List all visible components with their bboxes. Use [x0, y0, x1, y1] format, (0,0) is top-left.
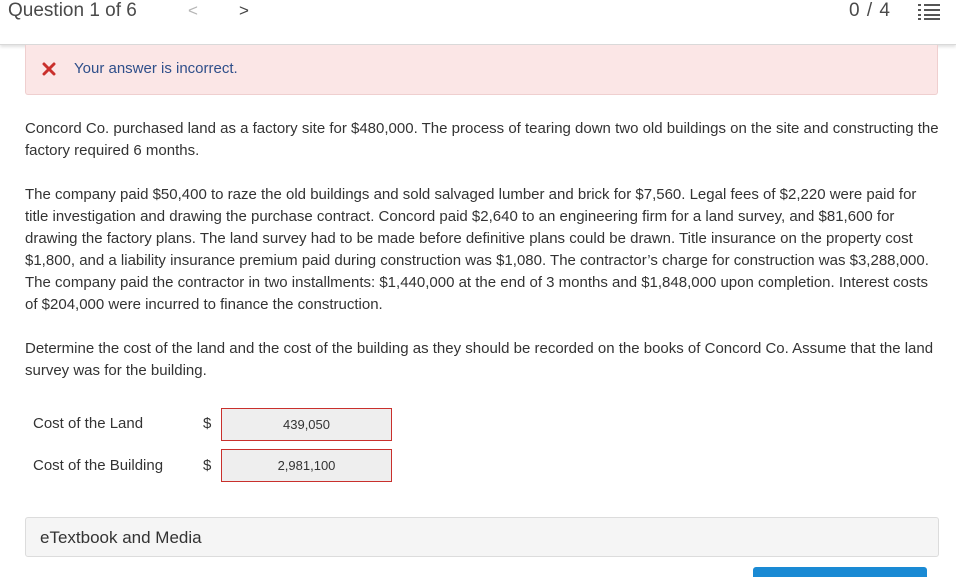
problem-paragraph-1: Concord Co. purchased land as a factory site for $480,000. The process of tearing down two old buildings on the site and constructing the factory required 6 months. — [25, 120, 939, 159]
incorrect-answer-alert — [25, 45, 938, 95]
question-header — [0, 0, 956, 45]
question-counter: Question 1 of 6 — [8, 0, 137, 21]
cost-of-building-input[interactable]: 2,981,100 — [221, 449, 392, 482]
cost-of-land-label: Cost of the Land — [33, 415, 144, 432]
cost-of-land-input[interactable]: 439,050 — [221, 408, 392, 441]
land-currency-symbol: $ — [203, 415, 212, 432]
previous-question-button[interactable]: < — [188, 1, 198, 20]
x-mark-icon — [42, 62, 56, 76]
cost-of-building-label: Cost of the Building — [33, 457, 164, 474]
list-icon[interactable] — [918, 3, 940, 21]
etextbook-media-label: eTextbook and Media — [40, 528, 202, 547]
problem-instructions: Determine the cost of the land and the cost of the building as they should be recorded on the books of Concord Co. Assume that the land survey was for the building. — [25, 340, 934, 379]
score-display: 0 / 4 — [849, 0, 891, 21]
building-currency-symbol: $ — [203, 457, 212, 474]
next-question-button[interactable]: > — [239, 1, 249, 20]
problem-paragraph-2: The company paid $50,400 to raze the old buildings and sold salvaged lumber and brick for $7,560. Legal fees of $2,220 were paid for title investigation and drawing the purchase contract. Concord paid $2,640 to an engineering firm for a land survey, and $81,600 for drawing the factory plans. The land survey had to be made before definitive plans could be drawn. Title insurance on the property cost $1,800, and a liability insurance premium paid during construction was $1,080. The contractor’s charge for construction was $3,288,000. The company paid the contractor in two installments: $1,440,000 at the end of 3 months and $1,848,000 upon completion. Interest costs of $204,000 were incurred to finance the construction. — [25, 186, 929, 313]
submit-button[interactable] — [753, 567, 927, 577]
alert-message: Your answer is incorrect. — [74, 60, 238, 77]
etextbook-media-panel[interactable] — [25, 517, 939, 557]
